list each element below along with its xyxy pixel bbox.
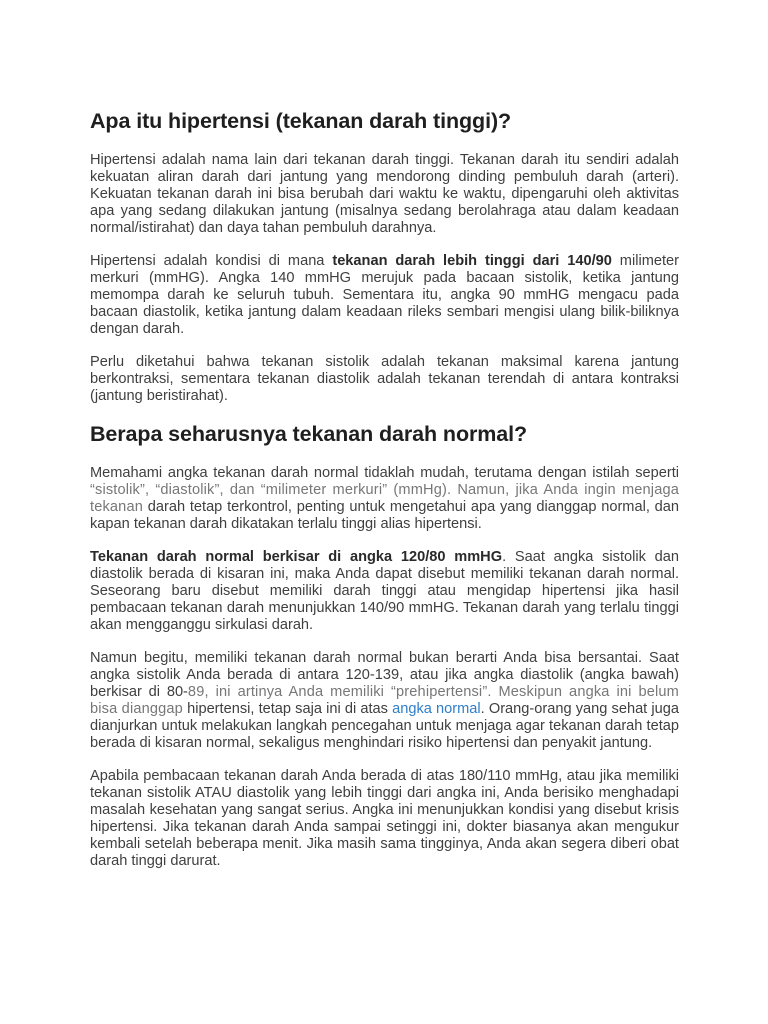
paragraph-prehypertension-lite: 89, ini artinya Anda memiliki “prehipertensi”. Meskipun angka ini belum bisa dianggap bbox=[90, 684, 679, 717]
paragraph-prehypertension-text-a: Namun begitu, memiliki tekanan darah normal bukan berarti Anda bisa bersantai. Saat angka sistolik Anda berada di antara 120-139, atau jika angka diastolik (angka bawah) berkisar di 80- bbox=[90, 650, 679, 700]
bold-threshold-140-90: tekanan darah lebih tinggi dari 140/90 bbox=[332, 253, 612, 269]
paragraph-systolic-diastolic: Perlu diketahui bahwa tekanan sistolik adalah tekanan maksimal karena jantung berkontraksi, sementara tekanan diastolik adalah tekanan terendah di antara kontraksi (jantung beristirahat). bbox=[90, 354, 679, 404]
section-heading-normal-pressure: Berapa seharusnya tekanan darah normal? bbox=[90, 422, 528, 446]
paragraph-normal-range bbox=[90, 549, 679, 634]
paragraph-understanding-text-a: Memahami angka tekanan darah normal tidaklah mudah, terutama dengan istilah seperti bbox=[90, 465, 679, 481]
paragraph-understanding-terms: “sistolik”, “diastolik”, dan “milimeter merkuri” (mmHg). Namun, jika Anda ingin menjaga tekanan bbox=[90, 482, 679, 515]
paragraph-condition-text-post: milimeter merkuri (mmHG). Angka 140 mmHG merujuk pada bacaan sistolik, ketika jantung memompa darah ke seluruh tubuh. Sementara itu, angka 90 mmHG mengacu pada bacaan diastolik, ketika jantung dalam keadaan rileks sembari mengisi ulang bilik-biliknya dengan darah. bbox=[90, 253, 679, 337]
paragraph-understanding bbox=[90, 465, 679, 533]
bold-normal-120-80: Tekanan darah normal berkisar di angka 120/80 mmHG bbox=[90, 549, 503, 565]
article bbox=[90, 108, 679, 886]
paragraph-crisis: Apabila pembacaan tekanan darah Anda berada di atas 180/110 mmHg, atau jika memiliki tekanan sistolik ATAU diastolik yang lebih tinggi dari angka ini, Anda berisiko menghadapi masalah kesehatan yang sangat serius. Angka ini menunjukkan kondisi yang disebut krisis hipertensi. Jika tekanan darah Anda sampai setinggi ini, dokter biasanya akan mengukur kembali setelah beberapa menit. Jika masih sama tingginya, Anda akan segera diberi obat darah tinggi darurat. bbox=[90, 768, 679, 869]
paragraph-prehypertension-text-c: . Orang-orang yang sehat juga dianjurkan untuk melakukan langkah pencegahan untuk menjaga agar tekanan darah tetap berada di kisaran normal, sekaligus menghindari risiko hipertensi dan penyakit jantung. bbox=[90, 701, 679, 751]
paragraph-prehypertension bbox=[90, 650, 679, 752]
paragraph-definition: Hipertensi adalah nama lain dari tekanan darah tinggi. Tekanan darah itu sendiri adalah kekuatan aliran darah dari jantung yang mendorong dinding pembuluh darah (arteri). Kekuatan tekanan darah ini bisa berubah dari waktu ke waktu, dipengaruhi oleh aktivitas apa yang sedang dilakukan jantung (misalnya sedang berolahraga atau dalam keadaan normal/istirahat) dan daya tahan pembuluh darahnya. bbox=[90, 152, 679, 236]
paragraph-prehypertension-text-b: hipertensi, tetap saja ini di atas bbox=[182, 701, 393, 717]
paragraph-understanding-text-b: darah tetap terkontrol, penting untuk mengetahui apa yang dianggap normal, dan kapan tekanan darah dikatakan terlalu tinggi alias hipertensi. bbox=[90, 499, 679, 532]
paragraph-normal-range-text: . Saat angka sistolik dan diastolik berada di kisaran ini, maka Anda dapat disebut memiliki tekanan darah normal. Seseorang baru disebut memiliki darah tinggi atau mengidap hipertensi jika hasil pembacaan tekanan darah menunjukkan 140/90 mmHG. Tekanan darah yang terlalu tinggi akan mengganggu sirkulasi darah. bbox=[90, 549, 679, 633]
section-heading-hypertension: Apa itu hipertensi (tekanan darah tinggi)? bbox=[90, 109, 512, 133]
paragraph-condition-text-pre: Hipertensi adalah kondisi di mana bbox=[90, 253, 333, 269]
angka-normal-link[interactable]: angka normal bbox=[392, 701, 481, 717]
paragraph-condition bbox=[90, 253, 679, 338]
